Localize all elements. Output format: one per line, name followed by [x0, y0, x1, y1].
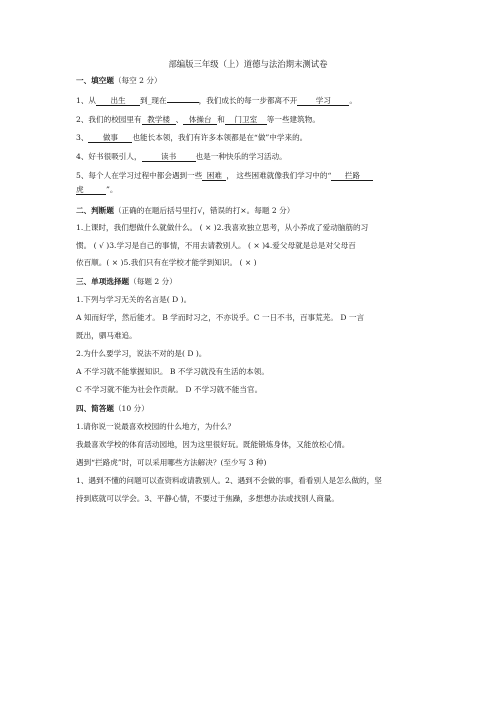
- q5-blank-2: 拦路: [331, 171, 373, 181]
- choice-question-2: 2.为什么要学习，说法不对的是( D )。: [76, 349, 207, 358]
- section-3-heading: [76, 276, 436, 287]
- q5-blank-1: 困难: [202, 171, 226, 181]
- q2-blank-1: 教学楼: [142, 115, 176, 125]
- exam-title: 部编版三年级（上）道德与法治期末测试卷: [168, 59, 328, 69]
- section-2-heading: [76, 205, 436, 216]
- q2-text-e: 等一些建筑物。: [266, 115, 320, 124]
- section-4-note: （10 分）: [113, 404, 149, 413]
- q3-blank-1: 做事: [88, 133, 132, 143]
- section-3-title: 三、单项选择题: [76, 277, 130, 286]
- q1-text-c: 到_现在: [140, 96, 167, 105]
- choice-question-1: 1.下列与学习无关的名言是( D )。: [76, 295, 192, 304]
- q2-blank-3: 门卫室: [225, 115, 267, 125]
- fill-question-3: [76, 132, 436, 143]
- fill-question-4: [76, 151, 436, 162]
- q1-blank-2: [167, 102, 199, 103]
- q3-text-c: 也能长本领，我们有许多本领都是在“做”中学来的。: [132, 133, 308, 142]
- q1-blank-3: 学习: [297, 96, 349, 106]
- section-2-note: （正确的在题后括号里打√，错误的打×。每题 2 分）: [113, 206, 295, 215]
- q2-text-a: 2、我们的校园里有: [76, 115, 142, 124]
- q1-text-d: ，我们成长的每一步都离不开: [198, 96, 298, 105]
- choice-question-1-options-cont: 既出，驷马难追。: [76, 331, 137, 340]
- fill-question-1: [76, 95, 436, 106]
- q4-blank-1: 读书: [142, 152, 196, 162]
- short-answer-2-line-1: 1、遇到不懂的问题可以查资料或请教别人。2、遇到不会做的事，看看别人是怎么做的，坚: [76, 476, 382, 485]
- fill-question-5-cont: [76, 184, 436, 195]
- q1-text-a: 1、从: [76, 96, 97, 105]
- section-1-title: 一、填空题: [76, 76, 114, 85]
- q2-blank-2: 体操台: [183, 115, 217, 125]
- q1-text-e: 。: [349, 96, 357, 105]
- section-4-title: 四、简答题: [76, 404, 114, 413]
- choice-question-1-options: A 知而好学，然后能才。 B 学而时习之，不亦说乎。C 一日不书，百事荒芜。 D 一言: [76, 313, 365, 322]
- short-answer-question-1: 1.请你说一说最喜欢校园的什么地方，为什么？: [76, 422, 236, 431]
- choice-question-2-options: A 不学习就不能掌握知识。 B 不学习就没有生活的本领。: [76, 367, 269, 376]
- judge-line-3: 依百顺。( × )5.我们只有在学校才能学到知识。 ( × ): [76, 258, 257, 267]
- judge-line-1: 1.上课时，我们想做什么就做什么。 ( × )2.我喜欢独立思考，从小养成了爱动脑筋的习: [76, 223, 369, 232]
- q4-text-a: 4、好书很吸引人，: [76, 152, 142, 161]
- q5-text-c: ， 这些困难就像我们学习中的“: [226, 171, 332, 180]
- q1-blank-1: 出生: [96, 96, 140, 106]
- short-answer-question-2: 遇到“拦路虎”时，可以采用哪些方法解决？(至少写 3 种): [76, 458, 267, 467]
- q5-text-a: 5、每个人在学习过程中都会遇到一些: [76, 171, 203, 180]
- q3-text-a: 3、: [76, 133, 89, 142]
- judge-line-2: 惯。 ( √ )3.学习是自己的事情，不用去请教别人。 ( × )4.爱父母就是总是对父母百: [76, 241, 356, 250]
- q5-blank-2-cont: 虎: [76, 185, 106, 195]
- choice-question-2-options-cont: C 不学习就不能为社会作贡献。 D 不学习就不能当官。: [76, 385, 263, 394]
- q4-text-c: 也是一种快乐的学习活动。: [195, 152, 287, 161]
- short-answer-1: 我最喜欢学校的体育活动园地，因为这里很好玩。既能锻炼身体，又能放松心情。: [76, 440, 350, 449]
- q2-text-d: 和: [217, 115, 225, 124]
- short-answer-2-line-2: 持到底就可以学会。3、平静心情，不要过于焦躁，多想想办法或找别人商量。: [76, 494, 340, 503]
- section-1-heading: [76, 75, 436, 86]
- section-4-heading: [76, 403, 436, 414]
- q2-text-c: 、: [175, 115, 184, 124]
- section-2-title: 二、判断题: [76, 206, 114, 215]
- fill-question-5: [76, 170, 436, 181]
- section-1-note: （每空 2 分）: [113, 76, 162, 85]
- section-3-note: （每题 2 分）: [129, 277, 177, 286]
- fill-question-2: [76, 114, 436, 125]
- q5-text-e: ”。: [106, 185, 118, 194]
